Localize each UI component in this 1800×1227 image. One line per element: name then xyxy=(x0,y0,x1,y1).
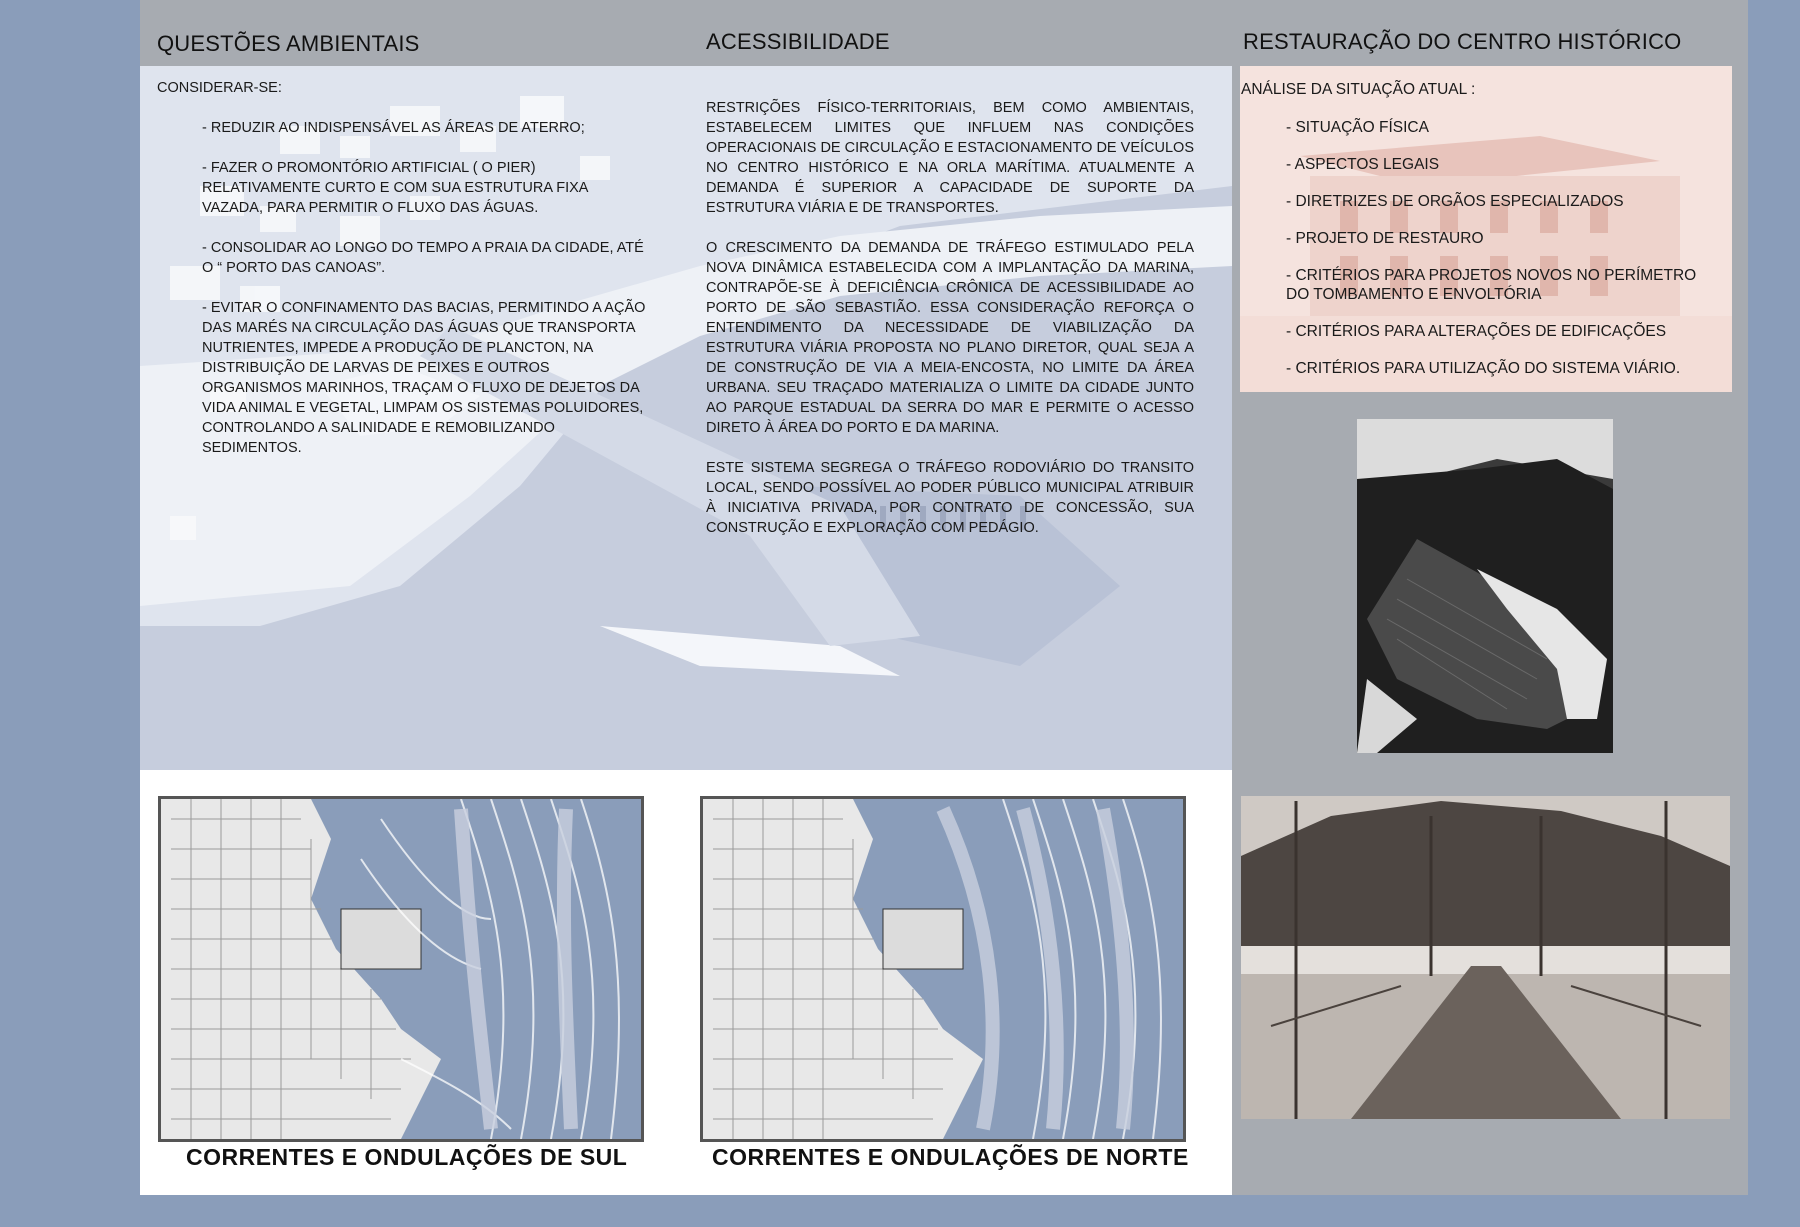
restauracao-item: - PROJETO DE RESTAURO xyxy=(1286,230,1484,247)
header-restauracao: RESTAURAÇÃO DO CENTRO HISTÓRICO xyxy=(1243,29,1682,54)
restauracao-item: - SITUAÇÃO FÍSICA xyxy=(1286,119,1429,136)
restauracao-item: - DIRETRIZES DE ORGÃOS ESPECIALIZADOS xyxy=(1286,193,1624,210)
questoes-item: - FAZER O PROMONTÓRIO ARTIFICIAL ( O PIER) RELATIVAMENTE CURTO E COM SUA ESTRUTURA FIXA VAZADA, PARA PERMITIR O FLUXO DAS ÁGUAS. xyxy=(202,160,588,216)
restauracao-list xyxy=(1241,80,1721,378)
acessibilidade-paragraph: O CRESCIMENTO DA DEMANDA DE TRÁFEGO ESTIMULADO PELA NOVA DINÂMICA ESTABELECIDA COM A IMPLANTAÇÃO DA MARINA, CONTRAPÕE-SE À DEFICIÊNCIA CRÔNICA DE ACESSIBILIDADE AO PORTO DE SÃO SEBASTIÃO. ESSA CONSIDERAÇÃO REFORÇA O ENTENDIMENTO DA NECESSIDADE DE VIABILIZAÇÃO DA ESTRUTURA VIÁRIA PROPOSTA NO PLANO DIRETOR, QUAL SEJA A DE CONSTRUÇÃO DE VIA A MEIA-ENCOSTA, NO LIMITE DA ÁREA URBANA. SEU TRAÇADO MATERIALIZA O LIMITE DA CIDADE JUNTO AO PARQUE ESTADUAL DA SERRA DO MAR E PERMITE O ACESSO DIRETO À ÁREA DO PORTO E DA MARINA. xyxy=(706,240,1194,436)
questoes-item: - EVITAR O CONFINAMENTO DAS BACIAS, PERMITINDO A AÇÃO DAS MARÉS NA CIRCULAÇÃO DAS ÁGUAS QUE TRANSPORTA NUTRIENTES, IMPEDE A PRODUÇÃO DE PLANCTON, NA DISTRIBUIÇÃO DE LARVAS DE PEIXES E OUTROS ORGANISMOS MARINHOS, TRAÇAM O FLUXO DE DEJETOS DA VIDA ANIMAL E VEGETAL, LIMPAM OS SISTEMAS POLUIDORES, CONTROLANDO A SALINIDADE E REMOBILIZANDO SEDIMENTOS. xyxy=(202,300,646,456)
acessibilidade-text-block xyxy=(706,98,1194,558)
restauracao-item: - CRITÉRIOS PARA UTILIZAÇÃO DO SISTEMA VIÁRIO. xyxy=(1286,360,1681,377)
restauracao-item: - CRITÉRIOS PARA PROJETOS NOVOS NO PERÍMETRO DO TOMBAMENTO E ENVOLTÓRIA xyxy=(1286,267,1697,303)
acessibilidade-paragraph: RESTRIÇÕES FÍSICO-TERRITORIAIS, BEM COMO AMBIENTAIS, ESTABELECEM LIMITES QUE INFLUEM NAS CONDIÇÕES OPERACIONAIS DE CIRCULAÇÃO E ESTACIONAMENTO DE VEÍCULOS NO CENTRO HISTÓRICO E NA ORLA MARÍTIMA. ATUALMENTE A DEMANDA É SUPERIOR A CAPACIDADE DE SUPORTE DA ESTRUTURA VIÁRIA E DE TRANSPORTES. xyxy=(706,100,1194,216)
header-questoes-ambientais: QUESTÕES AMBIENTAIS xyxy=(157,31,420,56)
map-norte-caption: CORRENTES E ONDULAÇÕES DE NORTE xyxy=(712,1144,1189,1170)
restauracao-item: - ASPECTOS LEGAIS xyxy=(1286,156,1440,173)
historic-pier-photo xyxy=(1241,796,1730,1119)
questoes-text-block xyxy=(157,78,647,478)
questoes-intro: CONSIDERAR-SE: xyxy=(157,80,282,96)
restauracao-item: - CRITÉRIOS PARA ALTERAÇÕES DE EDIFICAÇÕES xyxy=(1286,323,1667,340)
map-correntes-norte xyxy=(700,796,1186,1142)
map-correntes-sul xyxy=(158,796,644,1142)
questoes-item: - REDUZIR AO INDISPENSÁVEL AS ÁREAS DE ATERRO; xyxy=(202,120,585,136)
map-sul-caption: CORRENTES E ONDULAÇÕES DE SUL xyxy=(186,1144,628,1170)
restauracao-intro: ANÁLISE DA SITUAÇÃO ATUAL : xyxy=(1241,81,1476,98)
historic-aerial-photo xyxy=(1357,419,1613,753)
header-acessibilidade: ACESSIBILIDADE xyxy=(706,29,890,54)
right-edge-strip xyxy=(1748,66,1800,1195)
acessibilidade-paragraph: ESTE SISTEMA SEGREGA O TRÁFEGO RODOVIÁRIO DO TRANSITO LOCAL, SENDO POSSÍVEL AO PODER PÚBLICO MUNICIPAL ATRIBUIR À INICIATIVA PRIVADA, POR CONTRATO DE CONCESSÃO, SUA CONSTRUÇÃO E EXPLORAÇÃO COM PEDÁGIO. xyxy=(706,460,1194,536)
questoes-item: - CONSOLIDAR AO LONGO DO TEMPO A PRAIA DA CIDADE, ATÉ O “ PORTO DAS CANOAS”. xyxy=(202,240,644,276)
